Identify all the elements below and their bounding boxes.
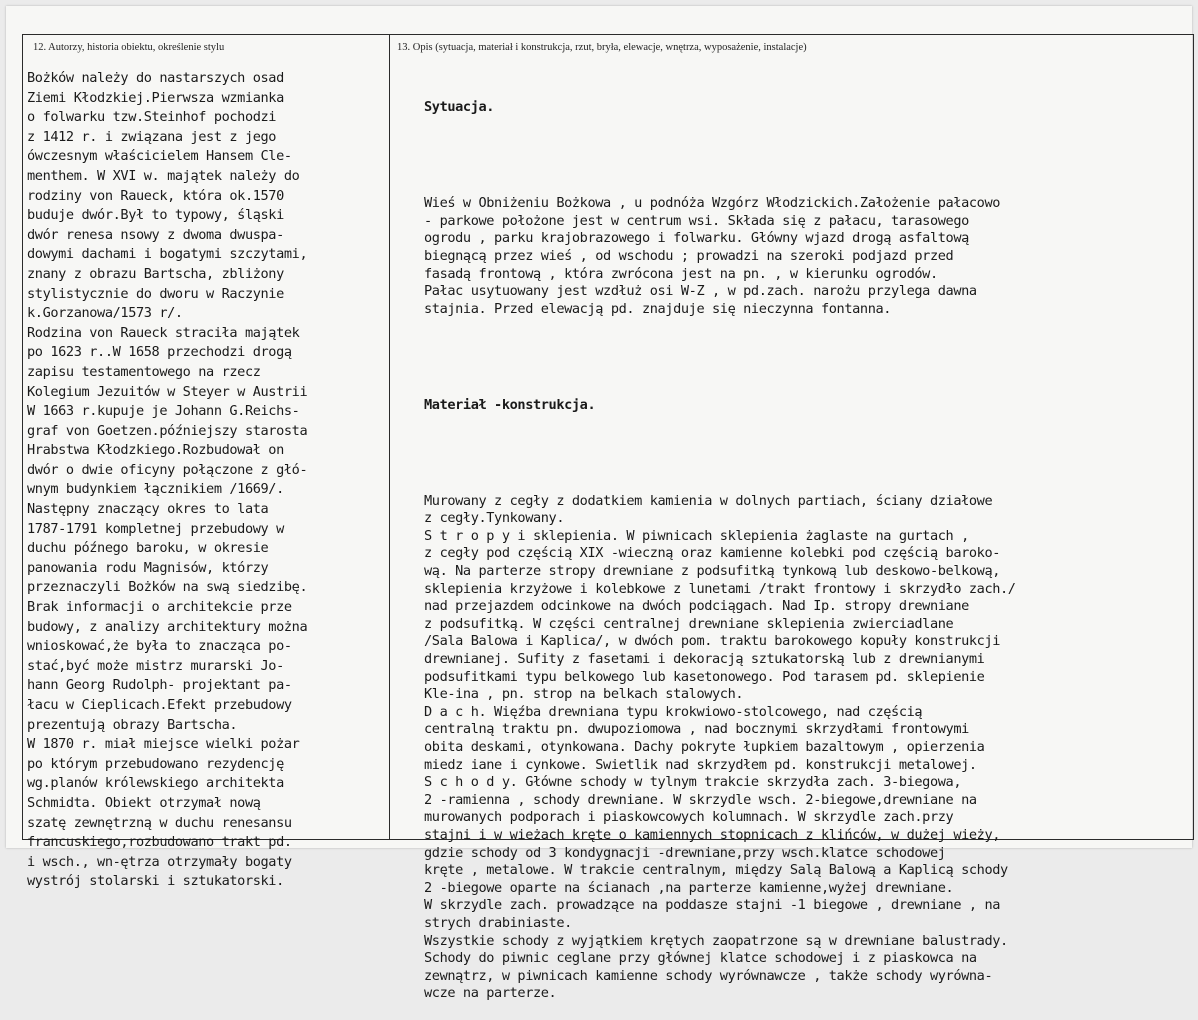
material-line: kręte , metalowe. W trakcie centralnym, między Salą Balową a Kaplicą schody xyxy=(424,862,1008,879)
material-line: 2 -ramienna , schody drewniane. W skrzydle wsch. 2-biegowe,drewniane na xyxy=(424,791,977,808)
material-line: strych drabiniaste. xyxy=(424,914,572,931)
history-line: duchu późnego baroku, w okresie xyxy=(27,540,269,557)
history-line: prezentują obrazy Bartscha. xyxy=(27,716,238,733)
history-line: wnioskować,że była to znacząca po- xyxy=(27,638,292,655)
history-line: szatę zewnętrzną w duchu renesansu xyxy=(27,814,292,831)
material-line: 2 -biegowe oparte na ścianach ,na parterze kamienne,wyżej drewniane. xyxy=(424,879,954,896)
material-line: wą. Na parterze stropy drewniane z podsufitką tynkową lub deskowo-belkową, xyxy=(424,563,1001,580)
history-line: ówczesnym właścicielem Hansem Cle- xyxy=(27,148,292,165)
history-text xyxy=(27,69,387,892)
history-line: W 1663 r.kupuje je Johann G.Reichs- xyxy=(27,403,300,420)
history-line: wnym budynkiem łącznikiem /1669/. xyxy=(27,481,284,498)
material-line: z podsufitką. W części centralnej drewniane sklepienia zwierciadlane xyxy=(424,615,954,632)
material-line: S c h o d y. Główne schody w tylnym trakcie skrzydła zach. 3-biegowa, xyxy=(424,774,962,791)
material-line: z cegły pod częścią XIX -wieczną oraz kamienne kolebki pod częścią baroko- xyxy=(424,545,1001,562)
history-line: Bożków należy do nastarszych osad xyxy=(27,70,284,86)
history-line: W 1870 r. miał miejsce wielki pożar xyxy=(27,736,300,753)
description-section-header: 13. Opis (sytuacja, materiał i konstrukcja, rzut, bryła, elewacje, wnętrza, wyposażenie, instalacje) xyxy=(397,42,807,53)
history-line: po którym przebudowano rezydencję xyxy=(27,755,284,772)
history-line: po 1623 r..W 1658 przechodzi drogą xyxy=(27,344,292,361)
material-line: zewnątrz, w piwnicach kamienne schody wyrównawcze , także schody wyrówna- xyxy=(424,967,993,984)
history-line: dwór renesa nsowy z dwoma dwuspa- xyxy=(27,226,284,243)
history-line: francuskiego,rozbudowano trakt pd. xyxy=(27,834,292,851)
history-line: rodziny von Raueck, która ok.1570 xyxy=(27,187,284,204)
material-line: gdzie schody od 3 kondygnacji -drewniane,przy wsch.klatce schodowej xyxy=(424,844,946,861)
situation-paragraph xyxy=(424,195,1192,318)
history-line: łacu w Cieplicach.Efekt przebudowy xyxy=(27,697,292,713)
situation-heading: Sytuacja. xyxy=(424,99,495,116)
history-section-header: 12. Autorzy, historia obiektu, określenie stylu xyxy=(33,42,225,53)
history-line: Brak informacji o architekcie prze xyxy=(27,599,292,616)
column-divider xyxy=(389,34,390,840)
history-line: i wsch., wn-ętrza otrzymały bogaty xyxy=(27,853,292,870)
history-line: k.Gorzanowa/1573 r/. xyxy=(27,305,183,322)
history-line: o folwarku tzw.Steinhof pochodzi xyxy=(27,109,277,126)
material-line: murowanych podporach i piaskowcowych kolumnach. W skrzydle zach.przy xyxy=(424,809,954,826)
situation-line: Pałac usytuowany jest wzdłuż osi W-Z , w pd.zach. narożu przylega dawna xyxy=(424,283,977,300)
situation-line: fasadą frontową , która zwrócona jest na pn. , w kierunku ogrodów. xyxy=(424,265,938,282)
material-line: Schody do piwnic ceglane przy głównej klatce schodowej i z piaskowca na xyxy=(424,950,977,967)
material-line: drewnianej. Sufity z fasetami i dekoracją sztukatorską lub z drewnianymi xyxy=(424,651,985,667)
history-line: zapisu testamentowego na rzecz xyxy=(27,363,261,380)
situation-line: - parkowe położone jest w centrum wsi. Składa się z pałacu, tarasowego xyxy=(424,212,969,229)
history-line: dwór o dwie oficyny połączone z głó- xyxy=(27,461,308,478)
history-line: Hrabstwa Kłodzkiego.Rozbudował on xyxy=(27,442,284,459)
situation-line: Wieś w Obniżeniu Bożkowa , u podnóża Wzgórz Włodzickich.Założenie pałacowo xyxy=(424,195,1001,212)
history-line: menthem. W XVI w. majątek należy do xyxy=(27,167,300,184)
history-line: hann Georg Rudolph- projektant pa- xyxy=(27,677,292,694)
material-line: W skrzydle zach. prowadzące na poddasze stajni -1 biegowe , drewniane , na xyxy=(424,897,1001,914)
material-line: Kle-ina , pn. strop na belkach stalowych. xyxy=(424,686,744,703)
history-line: stać,być może mistrz murarski Jo- xyxy=(27,657,284,674)
material-line: stajni i w wieżach kręte o kamiennych stopnicach z klińców, w dużej wieży, xyxy=(424,826,1001,843)
history-line: panowania rodu Magnisów, którzy xyxy=(27,559,269,576)
material-heading: Materiał -konstrukcja. xyxy=(424,396,596,413)
situation-line: ogrodu , parku krajobrazowego i folwarku. Główny wjazd drogą asfaltową xyxy=(424,230,969,247)
material-line: centralną traktu pn. dwupoziomowa , nad bocznymi skrzydłami frontowymi xyxy=(424,721,969,738)
history-line: wystrój stolarski i sztukatorski. xyxy=(27,873,284,890)
history-line: Następny znaczący okres to lata xyxy=(27,501,269,518)
history-line: znany z obrazu Bartscha, zbliżony xyxy=(27,265,284,282)
history-line: stylistycznie do dworu w Raczynie xyxy=(27,285,284,302)
history-line: Kolegium Jezuitów w Steyer w Austrii xyxy=(27,383,308,400)
material-line: sklepienia krzyżowe i kolebkowe z lunetami /trakt frontowy i skrzydło zach./ xyxy=(424,580,1016,597)
material-line: podsufitkami typu belkowego lub kasetonowego. Pod tarasem pd. sklepienie xyxy=(424,668,985,685)
material-line: nad przejazdem odcinkowe na dwóch podciągach. Nad Ip. stropy drewniane xyxy=(424,598,969,615)
history-line: przeznaczyli Bożków na swą siedzibę. xyxy=(27,579,308,596)
history-line: Schmidta. Obiekt otrzymał nową xyxy=(27,794,261,811)
history-line: 1787-1791 kompletnej przebudowy w xyxy=(27,520,284,537)
material-line: /Sala Balowa i Kaplica/, w dwóch pom. traktu barokowego kopuły konstrukcji xyxy=(424,633,1001,650)
description-text xyxy=(424,64,1192,1020)
history-line: Ziemi Kłodzkiej.Pierwsza wzmianka xyxy=(27,89,284,106)
situation-line: stajnia. Przed elewacją pd. znajduje się nieczynna fontanna. xyxy=(424,300,892,317)
history-line: z 1412 r. i związana jest z jego xyxy=(27,128,277,145)
material-line: z cegły.Tynkowany. xyxy=(424,510,565,527)
material-line: Wszystkie schody z wyjątkiem krętych zaopatrzone są w drewniane balustrady. xyxy=(424,932,1008,949)
history-line: Rodzina von Raueck straciła majątek xyxy=(27,324,300,341)
material-line: obita deskami, otynkowana. Dachy pokryte łupkiem bazaltowym , opierzenia xyxy=(424,738,985,755)
material-line: miedz iane i cynkowe. Swietlik nad skrzydłem pd. konstrukcji metalowej. xyxy=(424,756,977,773)
situation-line: biegnącą przez wieś , od wschodu ; prowadzi na szeroki podjazd przed xyxy=(424,247,954,264)
material-line: D a c h. Więźba drewniana typu krokwiowo-stolcowego, nad częścią xyxy=(424,703,923,720)
material-line: wcze na parterze. xyxy=(424,985,557,1002)
history-line: budowy, z analizy architektury można xyxy=(27,618,308,635)
history-line: graf von Goetzen.późniejszy starosta xyxy=(27,422,308,439)
material-line: Murowany z cegły z dodatkiem kamienia w dolnych partiach, ściany działowe xyxy=(424,492,993,509)
material-line: S t r o p y i sklepienia. W piwnicach sklepienia żaglaste na gurtach , xyxy=(424,527,969,544)
history-line: buduje dwór.Był to typowy, śląski xyxy=(27,207,284,224)
history-line: wg.planów królewskiego architekta xyxy=(27,775,284,792)
material-paragraph xyxy=(424,493,1192,1003)
history-line: dowymi dachami i bogatymi szczytami, xyxy=(27,246,308,263)
